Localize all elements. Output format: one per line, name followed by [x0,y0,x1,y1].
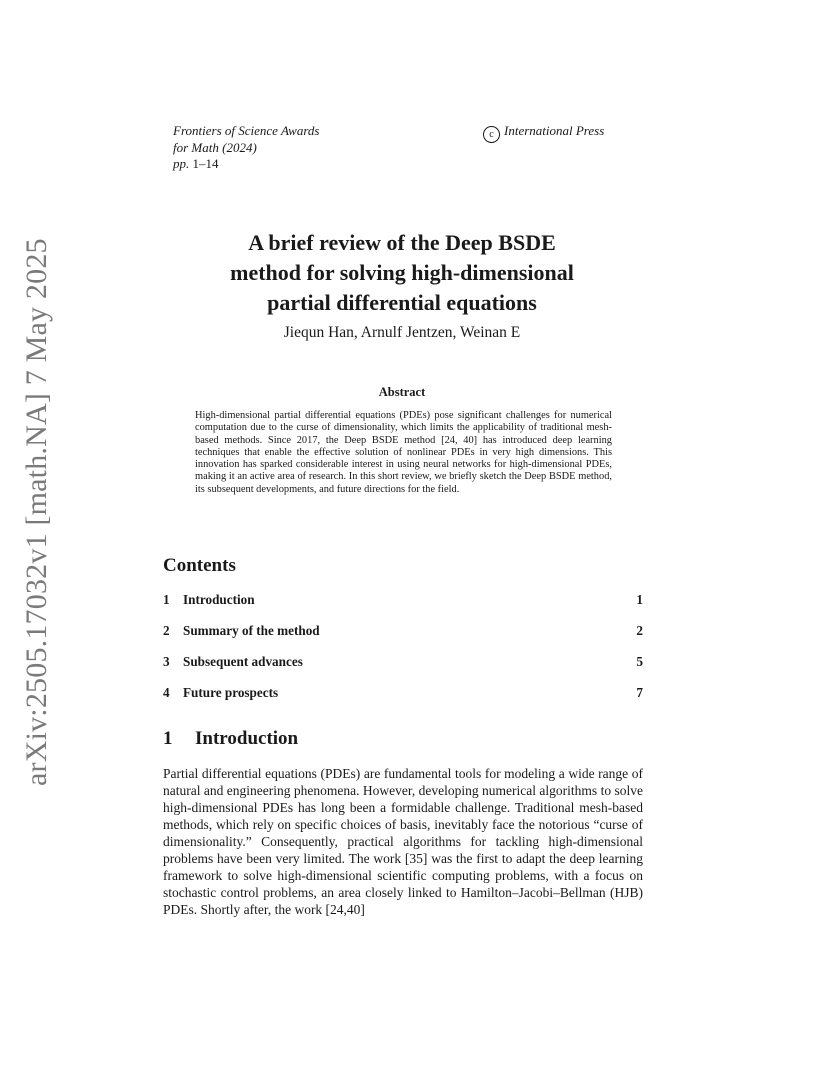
section-heading-introduction [163,728,298,750]
toc-item-number: 3 [163,654,170,669]
authors: Jiequn Han, Arnulf Jentzen, Weinan E [283,324,521,341]
toc-item-label: Future prospects [183,685,279,700]
arxiv-identifier-stamp: arXiv:2505.17032v1 [math.NA] 7 May 2025 [20,238,53,786]
toc-item-label: Subsequent advances [183,654,303,669]
toc-item-introduction[interactable] [163,592,643,610]
page-range-value: 1–14 [192,156,219,171]
toc-item-page: 2 [636,623,643,638]
abstract-heading: Abstract [378,385,426,399]
toc-item-label: Introduction [183,592,255,607]
title-line-3: partial differential equations [267,290,537,315]
toc-item-future-prospects[interactable] [163,685,643,703]
toc-item-summary-of-the-method[interactable] [163,623,643,641]
page-range [173,156,319,173]
section-title: Introduction [195,728,299,749]
copyright-notice [483,123,604,143]
abstract-text: High-dimensional partial differential equations (PDEs) pose significant challenges for numerical computation due to the curse of dimensionality, which limits the applicability of traditional mesh-based methods. Since 2017, the Deep BSDE method [24, 40] has introduced deep learning techniques that enable the effective solution of nonlinear PDEs in very high dimensions. This innovation has sparked considerable interest in using neural networks for high-dimensional PDEs, making it an active area of research. In this short review, we briefly sketch the Deep BSDE method, its subsequent developments, and future directions for the field. [195,410,612,495]
publisher-name: International Press [504,123,605,138]
toc-item-page: 5 [636,654,643,669]
page-range-label: pp. [173,156,190,171]
journal-name-line2: for Math (2024) [173,139,257,155]
title-line-1: A brief review of the Deep BSDE [248,230,556,255]
toc-item-number: 2 [163,623,170,638]
toc-item-number: 1 [163,592,170,607]
contents-heading: Contents [163,555,236,576]
paper-title [140,228,664,318]
title-line-2: method for solving high-dimensional [230,260,574,285]
toc-item-label: Summary of the method [183,623,320,638]
journal-name-line1: Frontiers of Science Awards [173,123,320,138]
toc-item-page: 1 [636,592,643,607]
toc-item-number: 4 [163,685,170,700]
introduction-paragraph: Partial differential equations (PDEs) are fundamental tools for modeling a wide range of natural and engineering phenomena. However, developing numerical algorithms to solve high-dimensional PDEs has long been a formidable challenge. Traditional mesh-based methods, which rely on specific choices of basis, inevitably face the notorious “curse of dimensionality.” Consequently, practical algorithms for tackling high-dimensional problems have been very limited. The work [35] was the first to adapt the deep learning framework to solve high-dimensional scientific computing problems, with a focus on stochastic control problems, an area closely linked to Hamilton–Jacobi–Bellman (HJB) PDEs. Shortly after, the work [24,40] [163,766,643,917]
toc-item-page: 7 [636,685,643,700]
toc-item-subsequent-advances[interactable] [163,654,643,672]
journal-info [173,123,319,173]
copyright-icon: c [483,126,500,143]
section-number: 1 [163,728,173,749]
